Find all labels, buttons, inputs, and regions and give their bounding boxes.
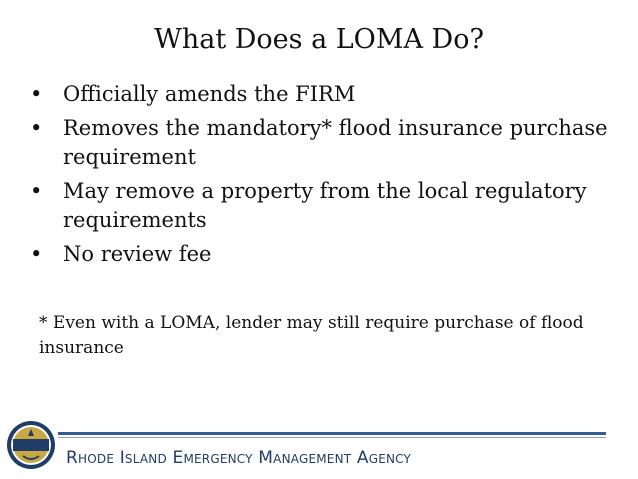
- bullet-list: [28, 80, 628, 274]
- bullet-dot-icon: •: [30, 82, 43, 106]
- bullet-dot-icon: •: [30, 242, 43, 266]
- bullet-item: [28, 177, 628, 235]
- bullet-text: Officially amends the FIRM: [63, 82, 356, 106]
- agency-name: Rhode Island Emergency Management Agency: [66, 448, 412, 468]
- bullet-text: Removes the mandatory* flood insurance purchase requirement: [63, 116, 608, 169]
- bullet-text: May remove a property from the local regulatory requirements: [63, 179, 587, 232]
- bullet-dot-icon: •: [30, 179, 43, 203]
- bullet-dot-icon: •: [30, 116, 43, 140]
- footnote: * Even with a LOMA, lender may still require purchase of flood insurance: [39, 313, 584, 358]
- bullet-item: [28, 240, 628, 269]
- footer-rule: [58, 432, 606, 435]
- footer-rule-thin: [58, 437, 606, 438]
- slide-title: What Does a LOMA Do?: [154, 24, 484, 55]
- agency-seal-icon: [6, 420, 56, 470]
- bullet-item: [28, 114, 628, 172]
- bullet-text: No review fee: [63, 242, 212, 266]
- bullet-item: [28, 80, 628, 109]
